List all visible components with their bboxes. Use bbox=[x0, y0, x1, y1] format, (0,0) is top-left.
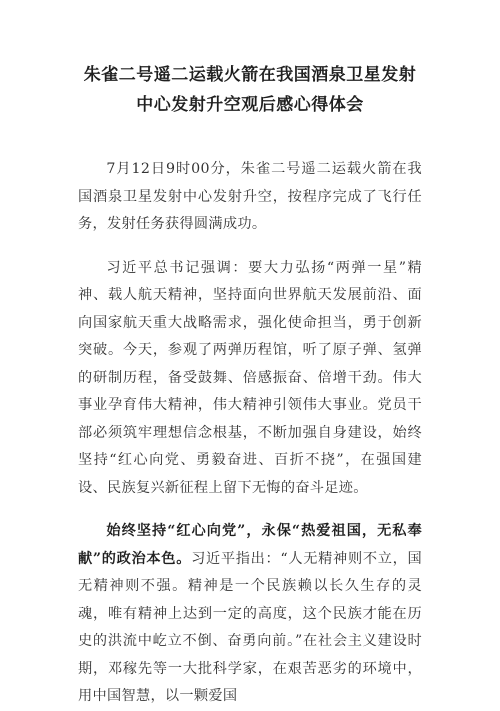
paragraph-1 bbox=[78, 156, 422, 239]
document-body bbox=[78, 156, 422, 711]
paragraph-3 bbox=[78, 518, 422, 711]
paragraph-2-text: 习近平总书记强调：要大力弘扬“两弹一星”精神、载人航天精神，坚持面向世界航天发展前沿、面向国家航天重大战略需求，强化使命担当，勇于创新突破。今天，参观了两弹历程馆，听了原子弹、氢弹的研制历程，备受鼓舞、倍感振奋、倍增干劲。伟大事业孕育伟大精神，伟大精神引领伟大事业。党员干部必须筑牢理想信念根基，不断加强自身建设，始终坚持“红心向党、勇毅奋进、百折不挠”，在强国建设、民族复兴新征程上留下无悔的奋斗足迹。 bbox=[78, 259, 422, 496]
paragraph-3-text: 习近平指出：“人无精神则不立，国无精神则不强。精神是一个民族赖以长久生存的灵魂，唯有精神上达到一定的高度，这个民族才能在历史的洪流中屹立不倒、奋勇向前。”在社会主义建设时期，邓稼先等一大批科学家，在艰苦恶劣的环境中，用中国智慧，以一颗爱国 bbox=[78, 550, 422, 704]
paragraph-3-lead: 始终坚持“红心向党”，永保“热爱祖国，无私奉献”的政治本色。 bbox=[78, 523, 422, 567]
document-title: 朱雀二号遥二运载火箭在我国酒泉卫星发射中心发射升空观后感心得体会 bbox=[83, 65, 417, 115]
paragraph-2 bbox=[78, 255, 422, 503]
paragraph-1-text: 7月12日9时00分，朱雀二号遥二运载火箭在我国酒泉卫星发射中心发射升空，按程序完成了飞行任务，发射任务获得圆满成功。 bbox=[78, 161, 422, 232]
